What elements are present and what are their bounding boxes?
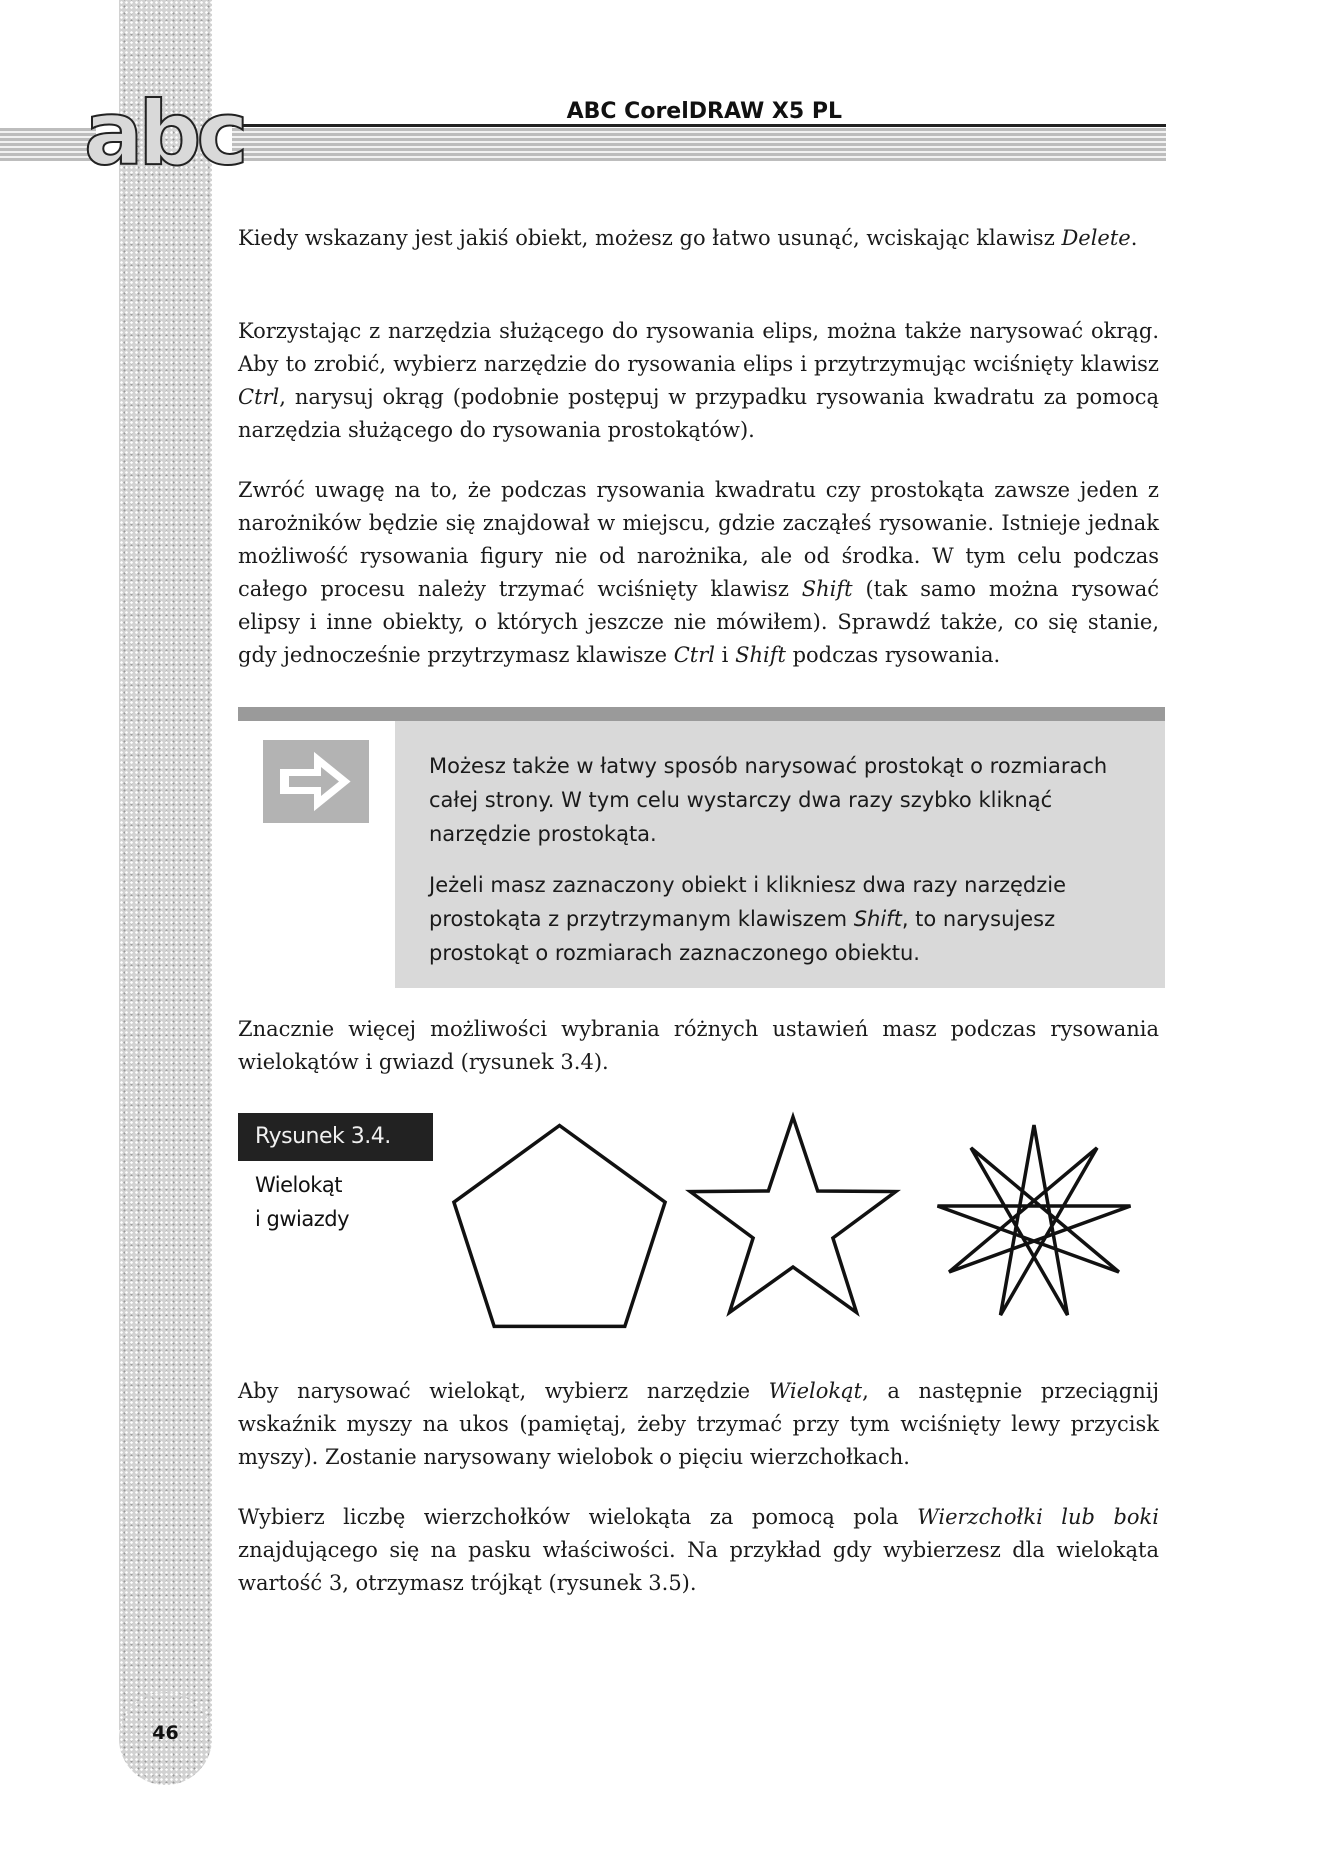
paragraph-3 [238,474,1159,672]
note-paragraph-1 [429,749,1139,851]
five-point-star-shape [690,1117,895,1312]
note-paragraph-2-text-b: , to narysujesz prostokąt o rozmiarach zaznaczonego obiektu. [429,907,1056,965]
paragraph-3-text-d: podczas rysowania. [785,643,1001,667]
figure-caption-line-1: Wielokąt [255,1173,343,1197]
paragraph-4 [238,1013,1159,1079]
running-head: ABC CorelDRAW X5 PL [566,99,842,124]
paragraph-1-text-b: . [1130,226,1138,250]
note-paragraph-1-text: Możesz także w łatwy sposób narysować prostokąt o rozmiarach całej strony. W tym celu wystarczy dwa razy szybko kliknąć narzędzie prostokąta. [429,754,1108,846]
header-rule [232,124,1166,127]
pentagon-shape [454,1126,665,1327]
paragraph-3-key-shift: Shift [801,577,853,601]
note-paragraph-2-text-a: Jeżeli masz zaznaczony obiekt i klikniesz dwa razy narzędzie prostokąta z przytrzymanym klawiszem [429,873,1067,931]
paragraph-2-text-b: , narysuj okrąg (podobnie postępuj w przypadku rysowania kwadratu za pomocą narzędzia służącego do rysowania prostokątów). [238,385,1159,442]
note-paragraph-2 [429,868,1139,970]
header-band-left [0,128,96,161]
paragraph-5-tool-wielokat: Wielokąt [768,1379,863,1403]
paragraph-3-text-a: Zwróć uwagę na to, że podczas rysowania kwadratu czy prostokąta zawsze jeden z narożników będzie się znajdował w miejscu, gdzie zacząłeś rysowanie. Istnieje jednak możliwość rysowania figury nie od narożnika, ale od środka. W tym celu podczas całego procesu należy trzymać wciśnięty klawisz [238,478,1159,601]
paragraph-1-key-delete: Delete [1061,226,1131,250]
note-paragraph-2-key-shift: Shift [853,907,902,931]
paragraph-1-text-a: Kiedy wskazany jest jakiś obiekt, możesz go łatwo usunąć, wciskając klawisz [238,226,1062,250]
paragraph-5-text-b: , a następnie przeciągnij wskaźnik myszy na ukos (pamiętaj, żeby trzymać przy tym wciśnięty lewy przycisk myszy). Zostanie narysowany wielobok o pięciu wierzchołkach. [238,1379,1159,1469]
left-margin-texture [119,0,212,1730]
figure-label: Rysunek 3.4. [238,1113,433,1161]
paragraph-2-key-ctrl: Ctrl [238,385,280,409]
arrow-right-icon [263,740,369,823]
paragraph-3-key-shift-2: Shift [735,643,786,667]
page-number: 46 [152,1722,179,1744]
paragraph-5-text-a: Aby narysować wielokąt, wybierz narzędzie [238,1379,769,1403]
paragraph-2-text-a: Korzystając z narzędzia służącego do rysowania elips, można także narysować okrąg. Aby to zrobić, wybierz narzędzie do rysowania elips i przytrzymując wciśnięty klawisz [238,319,1159,376]
paragraph-3-text-c: i [714,643,736,667]
nine-point-star-shape [939,1117,1129,1301]
paragraph-6 [238,1501,1159,1600]
paragraph-3-text-b: (tak samo można rysować elipsy i inne obiekty, o których jeszcze nie mówiłem). Sprawdź także, co się stanie, gdy jednocześnie przytrzymasz klawisze [238,577,1159,667]
nine-gram-star [938,1125,1131,1315]
note-top-bar [238,707,1165,721]
header-band-right [232,128,1166,161]
figure-caption-line-2: i gwiazdy [255,1207,349,1231]
series-logo: abc [84,82,244,185]
paragraph-5 [238,1375,1159,1474]
paragraph-6-text-a: Wybierz liczbę wierzchołków wielokąta za pomocą pola [238,1505,918,1529]
paragraph-6-text-b: znajdującego się na pasku właściwości. Na przykład gdy wybierzesz dla wielokąta wartość 3, otrzymasz trójkąt (rysunek 3.5). [238,1538,1159,1595]
paragraph-2 [238,315,1159,447]
paragraph-3-key-ctrl: Ctrl [673,643,715,667]
paragraph-6-field-name: Wierzchołki lub boki [917,1505,1159,1529]
paragraph-1 [238,222,1159,255]
figure-shapes [440,1105,1160,1345]
paragraph-4-text: Znacznie więcej możliwości wybrania różnych ustawień masz podczas rysowania wielokątów i gwiazd (rysunek 3.4). [238,1017,1159,1074]
figure-caption [255,1168,385,1236]
